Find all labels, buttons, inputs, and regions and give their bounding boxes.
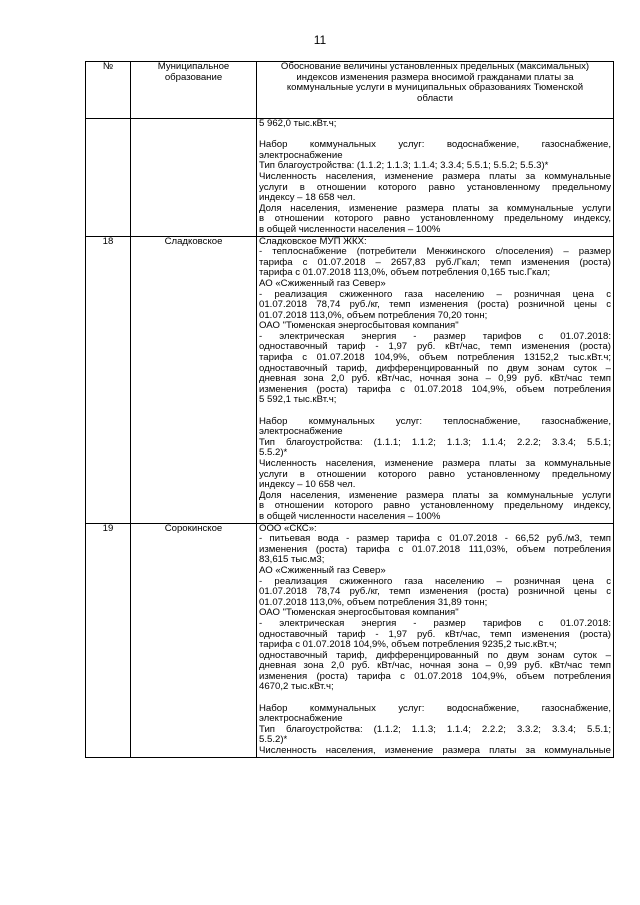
description-line: электроснабжение	[259, 713, 343, 725]
description-line: электроснабжение	[259, 149, 343, 161]
description-line: Доля населения, изменение размера платы за коммунальные услуги	[259, 489, 611, 501]
description-line: в отношении которого равно установленному предельному индексу,	[259, 213, 611, 225]
header-number: №	[86, 62, 131, 119]
header-description	[257, 62, 614, 119]
description-line: АО «Сжиженный газ Север»	[259, 564, 386, 576]
row-municipality: Сорокинское	[131, 523, 257, 757]
description-line: Численность населения, изменение размера платы за коммунальные	[259, 170, 611, 182]
description-line: 4670,2 тыс.кВт.ч;	[259, 681, 334, 693]
header-municipality-line: Муниципальное	[157, 61, 230, 72]
description-line: - электрическая энергия - размер тарифов с 01.07.2018:	[259, 617, 611, 629]
row-municipality	[131, 119, 257, 237]
description-line: Тип благоустройства: (1.1.1; 1.1.2; 1.1.3; 1.1.4; 2.2.2; 3.3.4; 5.5.1;	[259, 436, 611, 448]
description-line: ООО «СКС»:	[259, 522, 317, 534]
description-line: Тип благоустройства: (1.1.2; 1.1.3; 1.1.4; 3.3.4; 5.5.1; 5.5.2; 5.5.3)*	[259, 160, 549, 172]
description-line: 5.5.2)*	[259, 447, 288, 459]
description-line: Численность населения, изменение размера платы за коммунальные	[259, 745, 611, 757]
header-description-line: Обоснование величины установленных предельных (максимальных)	[280, 61, 590, 72]
description-line: изменения (роста) тарифа с 01.07.2018 104,9%, объем потребления	[259, 383, 611, 395]
description-line: 01.07.2018 113,0%, объем потребления 31,89 тонн;	[259, 596, 488, 608]
row-number	[86, 119, 131, 237]
description-line: изменения (роста) тарифа с 01.07.2018 104,9%, объем потребления	[259, 670, 611, 682]
description-line: одноставочный тариф - 1,97 руб. кВт/час, темп изменения (роста)	[259, 628, 611, 640]
description-line: индексу – 18 658 чел.	[259, 192, 356, 204]
description-line: Набор коммунальных услуг: теплоснабжение, газоснабжение,	[259, 415, 611, 427]
description-line: 01.07.2018 78,74 руб./кг, темп изменения (роста) розничной цены с	[259, 299, 611, 311]
description-line: тарифа с 01.07.2018 104,9%, объем потребления 9235,2 тыс.кВт.ч;	[259, 639, 557, 651]
description-line: изменения (роста) тарифа с 01.07.2018 111,03%, объем потребления	[259, 543, 611, 555]
table-row	[86, 523, 614, 757]
description-line: дневная зона 2,0 руб. кВт/час, ночная зона – 0,99 руб. кВт/час темп	[259, 660, 611, 672]
description-line: индексу – 10 658 чел.	[259, 479, 356, 491]
row-number: 19	[86, 523, 131, 757]
description-line: 01.07.2018 113,0%, объем потребления 70,20 тонн;	[259, 309, 488, 321]
description-line: 01.07.2018 78,74 руб./кг, темп изменения (роста) розничной цены с	[259, 586, 611, 598]
description-line: - питьевая вода - размер тарифа с 01.07.2018 - 66,52 руб./м3, темп	[259, 533, 611, 545]
description-line: ОАО "Тюменская энергосбытовая компания"	[259, 320, 459, 332]
description-line: электроснабжение	[259, 426, 343, 438]
description-line: в общей численности населения – 100%	[259, 510, 441, 522]
table-header-row	[86, 62, 614, 119]
row-description	[257, 119, 614, 237]
description-line: Набор коммунальных услуг: водоснабжение, газоснабжение,	[259, 139, 611, 151]
description-line: одноставочный тариф, дифференцированный по двум зонам суток –	[259, 649, 611, 661]
description-line: 5 962,0 тыс.кВт.ч;	[259, 118, 337, 129]
description-line: Численность населения, изменение размера платы за коммунальные	[259, 458, 611, 469]
description-line: одноставочный тариф, дифференцированный по двум зонам суток –	[259, 362, 611, 374]
description-line: тарифа с 01.07.2018 104,9%, объем потребления 13152,2 тыс.кВт.ч;	[259, 352, 611, 364]
header-description-line: индексов изменения размера вносимой гражданами платы за	[296, 71, 574, 83]
description-line: 83,615 тыс.м3;	[259, 554, 325, 566]
description-line: Тип благоустройства: (1.1.2; 1.1.3; 1.1.4; 2.2.2; 3.3.2; 3.3.4; 5.5.1;	[259, 723, 611, 735]
description-line: тарифа с 01.07.2018 113,0%, объем потребления 0,165 тыс.Гкал;	[259, 267, 551, 279]
description-line: дневная зона 2,0 руб. кВт/час, ночная зона – 0,99 руб. кВт/час темп	[259, 373, 611, 385]
description-line: 5 592,1 тыс.кВт.ч;	[259, 394, 337, 406]
header-description-line: коммунальные услуги в муниципальных образованиях Тюменской	[286, 82, 584, 94]
description-line: одноставочный тариф - 1,97 руб. кВт/час, темп изменения (роста)	[259, 341, 611, 353]
header-description-line: области	[417, 92, 453, 104]
row-description	[257, 236, 614, 523]
description-line: - электрическая энергия - размер тарифов с 01.07.2018:	[259, 330, 611, 342]
description-line: ОАО "Тюменская энергосбытовая компания"	[259, 607, 459, 619]
tariff-table	[85, 61, 614, 758]
row-description	[257, 523, 614, 757]
description-line: - теплоснабжение (потребители Менжинского с/поселения) – размер	[259, 246, 611, 258]
description-line: Сладковское МУП ЖКХ:	[259, 235, 367, 247]
table-row	[86, 119, 614, 237]
description-line: услуги в отношении которого равно установленному предельному	[259, 181, 611, 193]
description-line: услуги в отношении которого равно установленному предельному	[259, 468, 611, 480]
description-line: Доля населения, изменение размера платы за коммунальные услуги	[259, 202, 611, 214]
page-number: 11	[313, 33, 327, 47]
row-municipality: Сладковское	[131, 236, 257, 523]
description-line: тарифа с 01.07.2018 – 2657,83 руб./Гкал; темп изменения (роста)	[259, 256, 611, 268]
header-municipality-line: образование	[164, 71, 223, 83]
description-line: - реализация сжиженного газа населению – розничная цена с	[259, 288, 611, 300]
description-line: 5.5.2)*	[259, 734, 288, 746]
description-line: Набор коммунальных услуг: водоснабжение, газоснабжение,	[259, 702, 611, 714]
description-line: в общей численности населения – 100%	[259, 223, 441, 235]
description-line: АО «Сжиженный газ Север»	[259, 277, 386, 289]
description-line: - реализация сжиженного газа населению – розничная цена с	[259, 575, 611, 587]
table-row	[86, 236, 614, 523]
header-municipality	[131, 62, 257, 119]
description-line: в отношении которого равно установленному предельному индексу,	[259, 500, 611, 512]
row-number: 18	[86, 236, 131, 523]
